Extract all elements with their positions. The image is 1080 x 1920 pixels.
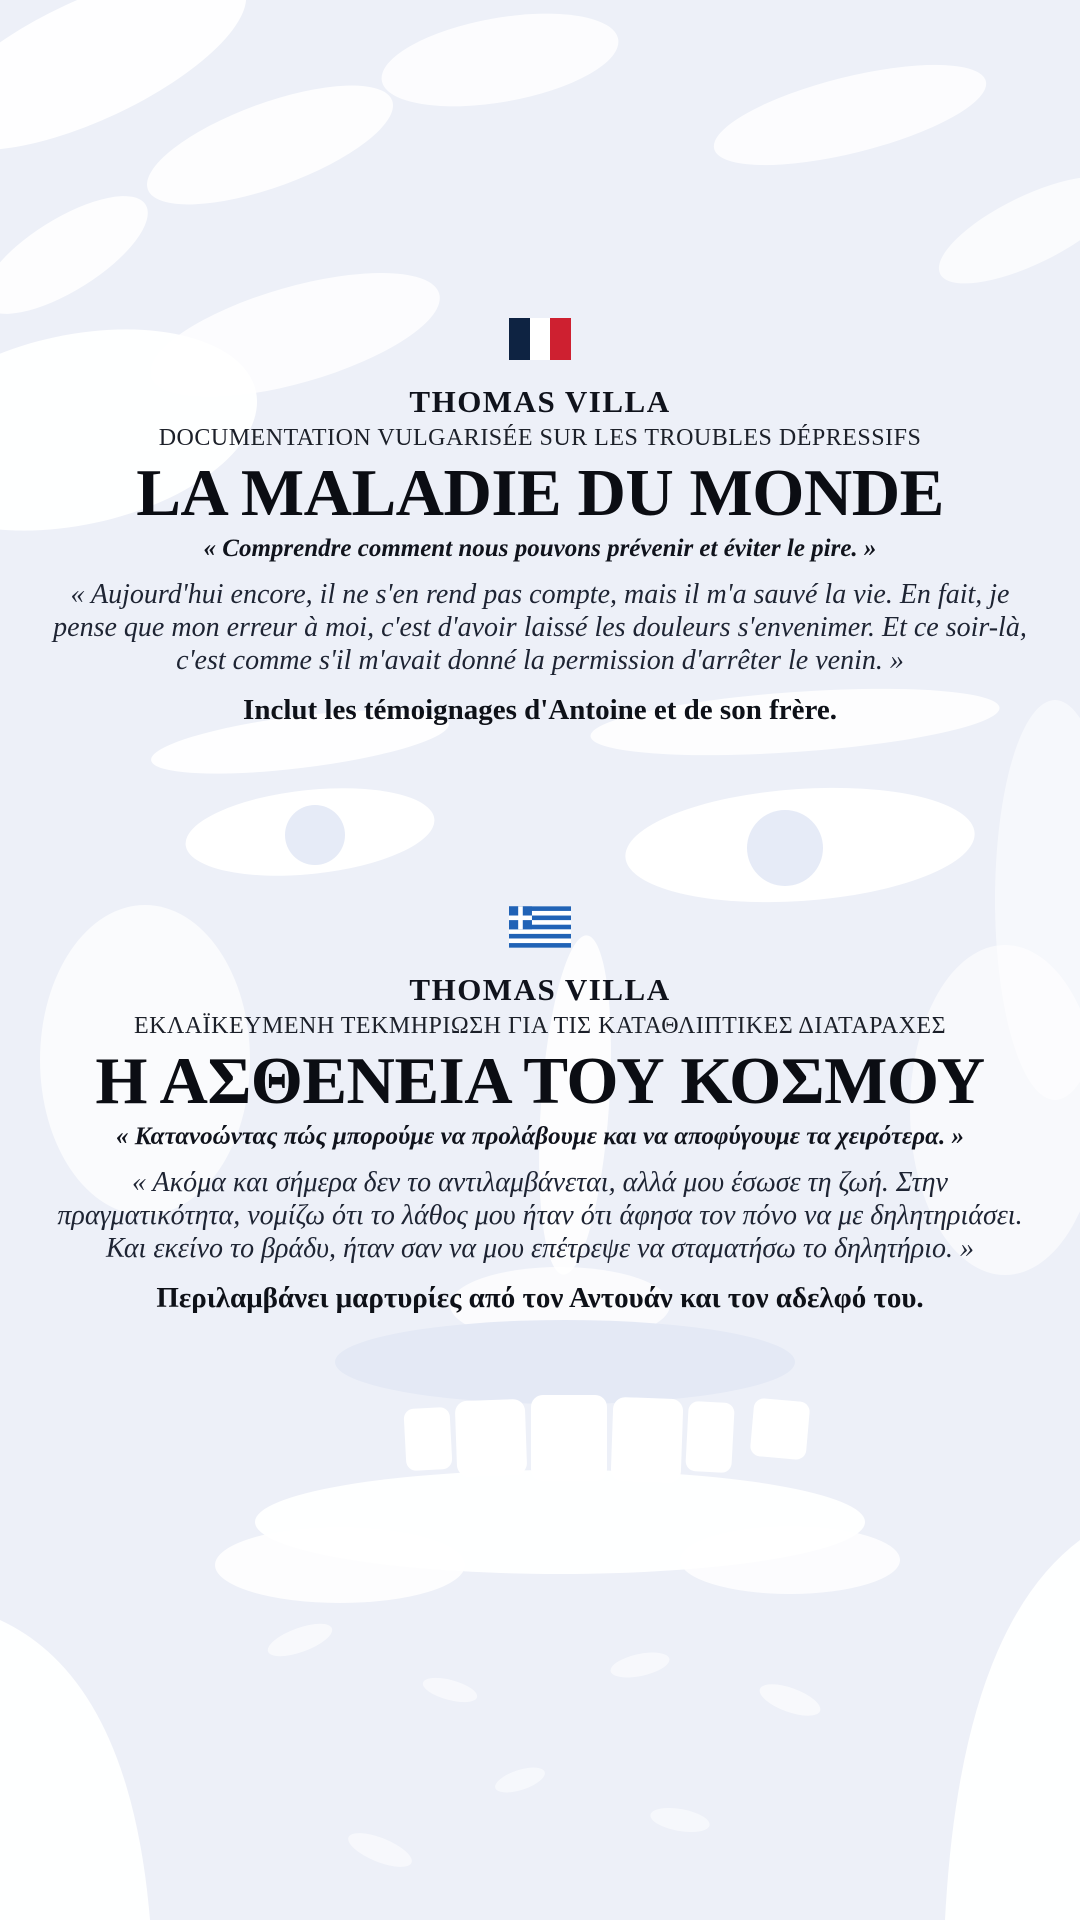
france-flag-icon [509,318,571,360]
french-edition-block [0,318,1080,727]
author-name: THOMAS VILLA [409,972,671,1007]
testimonial-note: Περιλαμβάνει μαρτυρίες από τον Αντουάν και τον αδελφό του. [156,1281,924,1314]
book-subtitle: « Κατανοώντας πώς μπορούμε να προλάβουμε και να αποφύγουμε τα χειρότερα. » [115,1123,965,1150]
france-flag-blue-stripe [509,318,530,360]
quote-line: πραγματικότητα, νομίζω ότι το λάθος μου ήταν ότι άφησα τον πόνο να με δηλητηριάσει. [57,1199,1023,1231]
edition-tagline: ΕΚΛΑΪΚΕΥΜΕΝΗ ΤΕΚΜΗΡΙΩΣΗ ΓΙΑ ΤΙΣ ΚΑΤΑΘΛΙΠΤΙΚΕΣ ΔΙΑΤΑΡΑΧΕΣ [133,1012,947,1039]
book-title: Η ΑΣΘΕΝΕΙΑ ΤΟΥ ΚΟΣΜΟΥ [95,1043,985,1118]
quote-line: « Ακόμα και σήμερα δεν το αντιλαμβάνεται, αλλά μου έσωσε τη ζωή. Στην [132,1166,948,1198]
france-flag-red-stripe [550,318,571,360]
testimonial-quote [53,578,1027,677]
quote-line: Και εκείνο το βράδυ, ήταν σαν να μου επέτρεψε να σταματήσω το δηλητήριο. » [105,1232,974,1264]
greece-flag-icon [509,906,571,948]
author-name: THOMAS VILLA [409,384,671,419]
greek-edition-block [0,906,1080,1315]
quote-line: c'est comme s'il m'avait donné la permission d'arrêter le venin. » [176,644,904,676]
quote-line: pense que mon erreur à moi, c'est d'avoir laissé les douleurs s'envenimer. Et ce soir-là, [53,611,1027,643]
testimonial-note: Inclut les témoignages d'Antoine et de son frère. [243,693,837,726]
quote-line: « Aujourd'hui encore, il ne s'en rend pas compte, mais il m'a sauvé la vie. En fait, je [70,578,1010,610]
testimonial-quote [57,1166,1022,1265]
edition-tagline: DOCUMENTATION VULGARISÉE SUR LES TROUBLES DÉPRESSIFS [158,424,922,451]
book-title: LA MALADIE DU MONDE [136,455,944,530]
france-flag-white-stripe [530,318,551,360]
book-subtitle: « Comprendre comment nous pouvons prévenir et éviter le pire. » [203,535,877,562]
